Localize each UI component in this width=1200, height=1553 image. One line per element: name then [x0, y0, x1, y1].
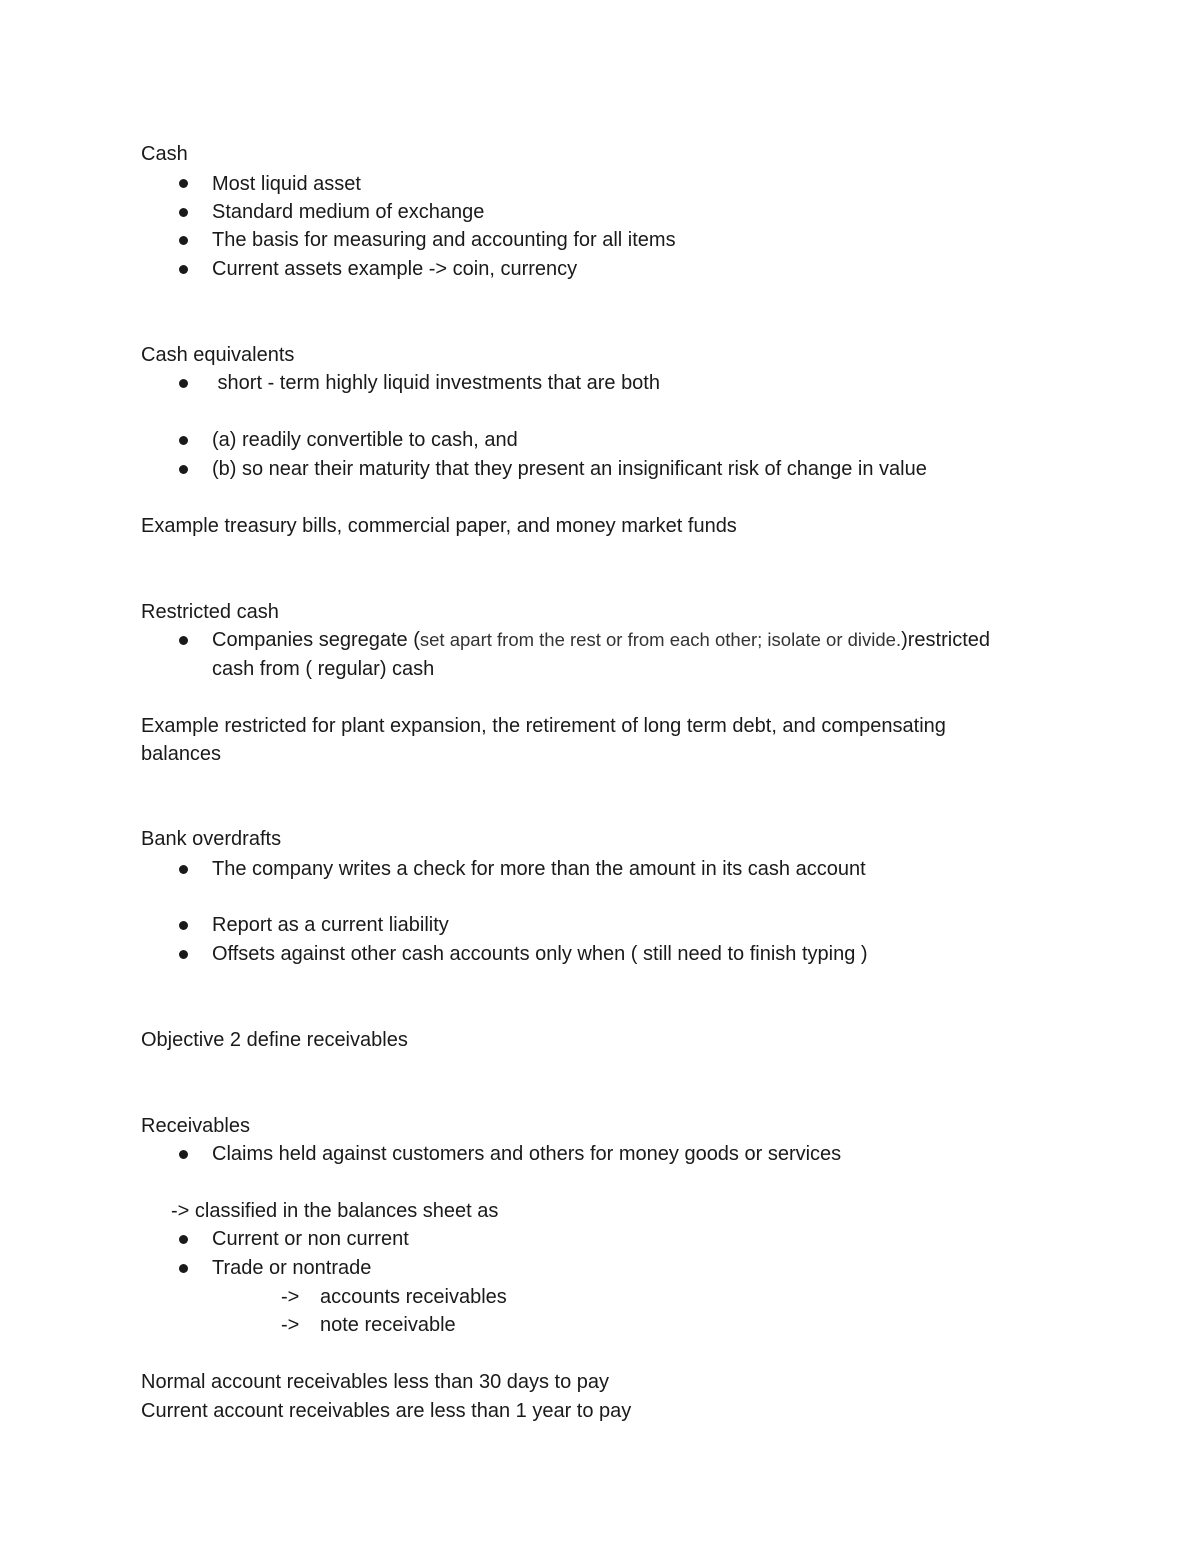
list-item: (a) readily convertible to cash, and — [212, 429, 518, 451]
bullet-icon — [179, 436, 188, 445]
example-text: balances — [141, 743, 222, 765]
list-item: Trade or nontrade — [212, 1257, 372, 1279]
arrow-text: -> — [281, 1286, 300, 1308]
bullet-text: )restricted — [901, 629, 991, 651]
note-line: Normal account receivables less than 30 days to pay — [141, 1371, 610, 1393]
list-item: (b) so near their maturity that they present an insignificant risk of change in value — [212, 458, 927, 480]
bullet-icon — [179, 236, 188, 245]
objective-heading: Objective 2 define receivables — [141, 1029, 408, 1051]
bullet-icon — [179, 1235, 188, 1244]
bullet-icon — [179, 265, 188, 274]
example-text: Example treasury bills, commercial paper, and money market funds — [141, 515, 737, 537]
bullet-icon — [179, 179, 188, 188]
sub-item: accounts receivables — [320, 1286, 507, 1308]
section-heading-receivables: Receivables — [141, 1115, 250, 1137]
bullet-icon — [179, 379, 188, 388]
example-text: Example restricted for plant expansion, the retirement of long term debt, and compensating — [141, 715, 946, 737]
list-item: Most liquid asset — [212, 173, 361, 195]
bullet-icon — [179, 950, 188, 959]
bullet-icon — [179, 1150, 188, 1159]
section-heading-bank-overdrafts: Bank overdrafts — [141, 828, 282, 850]
bullet-icon — [179, 865, 188, 874]
bullet-icon — [179, 208, 188, 217]
bullet-text: Companies segregate ( — [212, 629, 420, 651]
list-item: Standard medium of exchange — [212, 201, 485, 223]
definition-text: set apart from the rest or from each other; isolate or divide. — [419, 629, 902, 650]
bullet-icon — [179, 465, 188, 474]
bullet-icon — [179, 1264, 188, 1273]
list-item: Current assets example -> coin, currency — [212, 258, 578, 280]
classified-text: -> classified in the balances sheet as — [171, 1200, 499, 1222]
section-heading-cash-equivalents: Cash equivalents — [141, 344, 295, 366]
list-item: The company writes a check for more than the amount in its cash account — [212, 858, 866, 880]
sub-item: note receivable — [320, 1314, 456, 1336]
section-heading-restricted-cash: Restricted cash — [141, 601, 279, 623]
bullet-icon — [179, 636, 188, 645]
section-heading-cash: Cash — [141, 143, 188, 165]
list-item: Current or non current — [212, 1228, 409, 1250]
list-item: The basis for measuring and accounting for all items — [212, 229, 676, 251]
list-item: Offsets against other cash accounts only when ( still need to finish typing ) — [212, 943, 868, 965]
note-line: Current account receivables are less than 1 year to pay — [141, 1400, 632, 1422]
bullet-icon — [179, 921, 188, 930]
list-item: short - term highly liquid investments that are both — [212, 372, 660, 394]
list-item-continuation: cash from ( regular) cash — [212, 658, 435, 680]
arrow-text: -> — [281, 1314, 300, 1336]
list-item — [212, 628, 990, 652]
list-item: Report as a current liability — [212, 914, 449, 936]
list-item: Claims held against customers and others for money goods or services — [212, 1143, 842, 1165]
